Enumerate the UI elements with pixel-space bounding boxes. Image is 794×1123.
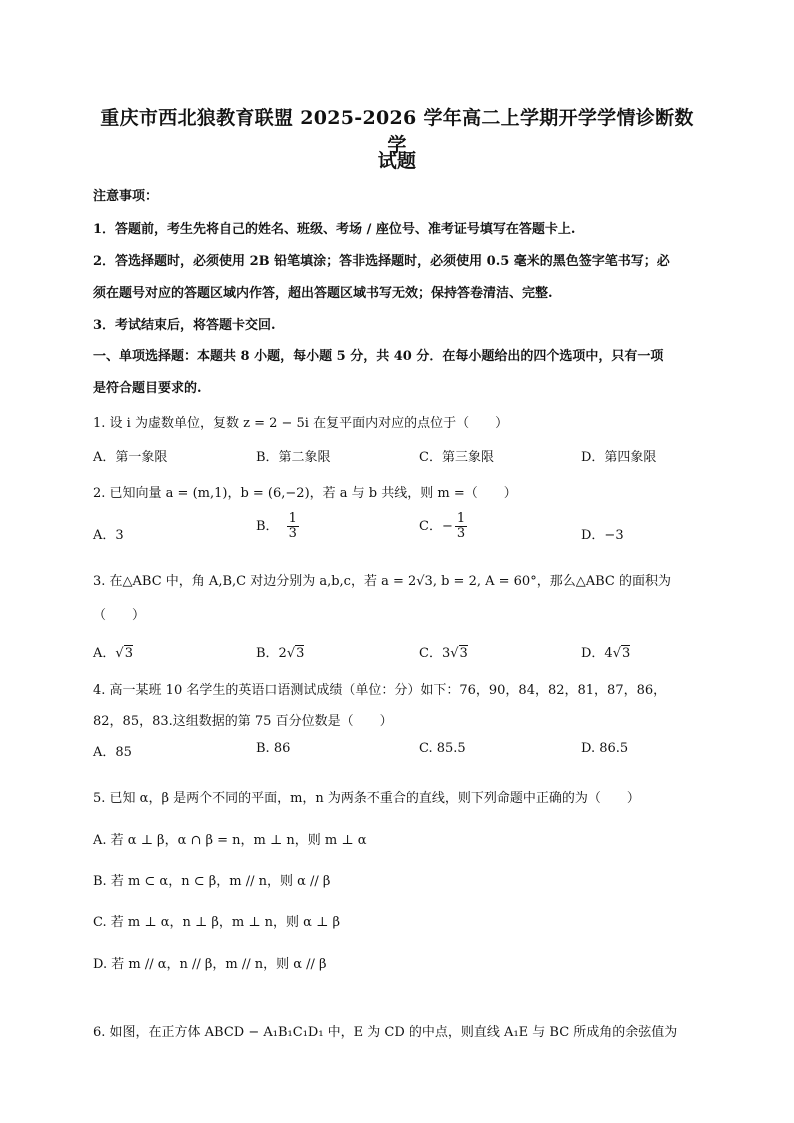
q2-option-c-label: C．− [419,519,453,534]
q1-option-a: A．第一象限 [93,450,168,465]
q1-option-c: C．第三象限 [419,450,494,465]
question-6-stem: 6. 如图，在正方体 ABCD − A₁B₁C₁D₁ 中，E 为 CD 的中点，则直线 A₁E 与 BC 所成角的余弦值为 [93,1025,678,1040]
section-heading: 一、单项选择题：本题共 8 小题，每小题 5 分，共 40 分．在每小题给出的四个选项中，只有一项 [93,349,664,364]
q3-option-d-label: D．4 [581,646,613,661]
q5-option-a: A. 若 α ⊥ β，α ∩ β = n，m ⊥ n，则 m ⊥ α [93,833,367,848]
q4-option-d: D. 86.5 [581,741,629,756]
page-title: 重庆市西北狼教育联盟 2025-2026 学年高二上学期开学学情诊断数学 [100,107,694,156]
q3-option-c: C．3√3 [419,646,468,661]
q2-option-b-fraction [287,512,299,541]
q2-option-d: D．−3 [581,528,624,543]
q1-option-b: B．第二象限 [256,450,331,465]
q3-option-a: A．√3 [93,646,133,661]
question-5-stem: 5. 已知 α，β 是两个不同的平面，m，n 为两条不重合的直线，则下列命题中正确的为（ ） [93,791,640,806]
q3-option-a-label: A． [93,646,116,661]
question-2-stem: 2. 已知向量 a = (m,1)，b = (6,−2)，若 a 与 b 共线，则 m =（ ） [93,486,517,501]
question-1-stem: 1. 设 i 为虚数单位，复数 z = 2 − 5i 在复平面内对应的点位于（ ） [93,416,509,431]
q5-option-b: B. 若 m ⊂ α，n ⊂ β，m // n，则 α // β [93,874,331,889]
q5-option-d: D. 若 m // α，n // β，m // n，则 α // β [93,957,327,972]
note-3: 3．考试结束后，将答题卡交回. [93,318,276,333]
q4-option-b: B. 86 [256,741,291,756]
q3-option-d: D．4√3 [581,646,631,661]
q2-option-b-label: B． [256,519,279,534]
q2-option-a: A．3 [93,528,124,543]
question-4-stem: 4. 高一某班 10 名学生的英语口语测试成绩（单位：分）如下：76，90，84，82，81，87，86， [93,683,667,698]
q2-c-numerator: 1 [456,511,466,526]
q5-option-c: C. 若 m ⊥ α，n ⊥ β，m ⊥ n，则 α ⊥ β [93,915,340,930]
q3-option-b: B．2√3 [256,646,305,661]
q2-option-c-fraction [455,512,467,541]
q3-option-b-label: B．2 [256,646,287,661]
q3-option-d-radicand: 3 [622,646,631,661]
q2-c-denominator: 3 [456,526,466,541]
question-3-stem-cont: （ ） [93,608,146,623]
q2-option-b [256,512,299,541]
q1-option-d: D．第四象限 [581,450,657,465]
note-2: 2．答选择题时，必须使用 2B 铅笔填涂；答非选择题时，必须使用 0.5 毫米的黑色签字笔书写；必 [93,254,670,269]
section-heading-cont: 是符合题目要求的. [93,381,202,396]
q4-option-a: A．85 [93,745,132,760]
q4-option-c: C. 85.5 [419,741,466,756]
question-4-stem-cont: 82，85，83.这组数据的第 75 百分位数是（ ） [93,714,393,729]
q3-option-c-radicand: 3 [459,646,468,661]
q3-option-c-label: C．3 [419,646,451,661]
q2-b-numerator: 1 [288,511,297,526]
note-2-cont: 须在题号对应的答题区域内作答，超出答题区域书写无效；保持答卷清洁、完整. [93,286,553,301]
note-1: 1．答题前，考生先将自己的姓名、班级、考场 / 座位号、准考证号填写在答题卡上. [93,222,576,237]
page-title-line2: 试题 [377,150,417,172]
q3-option-a-radicand: 3 [124,646,133,661]
question-3-stem: 3. 在△ABC 中，角 A,B,C 对边分别为 a,b,c，若 a = 2√3, b = 2, A = 60°，那么△ABC 的面积为 [93,574,671,589]
notes-heading: 注意事项： [93,189,159,204]
q2-b-denominator: 3 [288,526,297,541]
q3-option-b-radicand: 3 [296,646,305,661]
q2-option-c [419,512,467,541]
